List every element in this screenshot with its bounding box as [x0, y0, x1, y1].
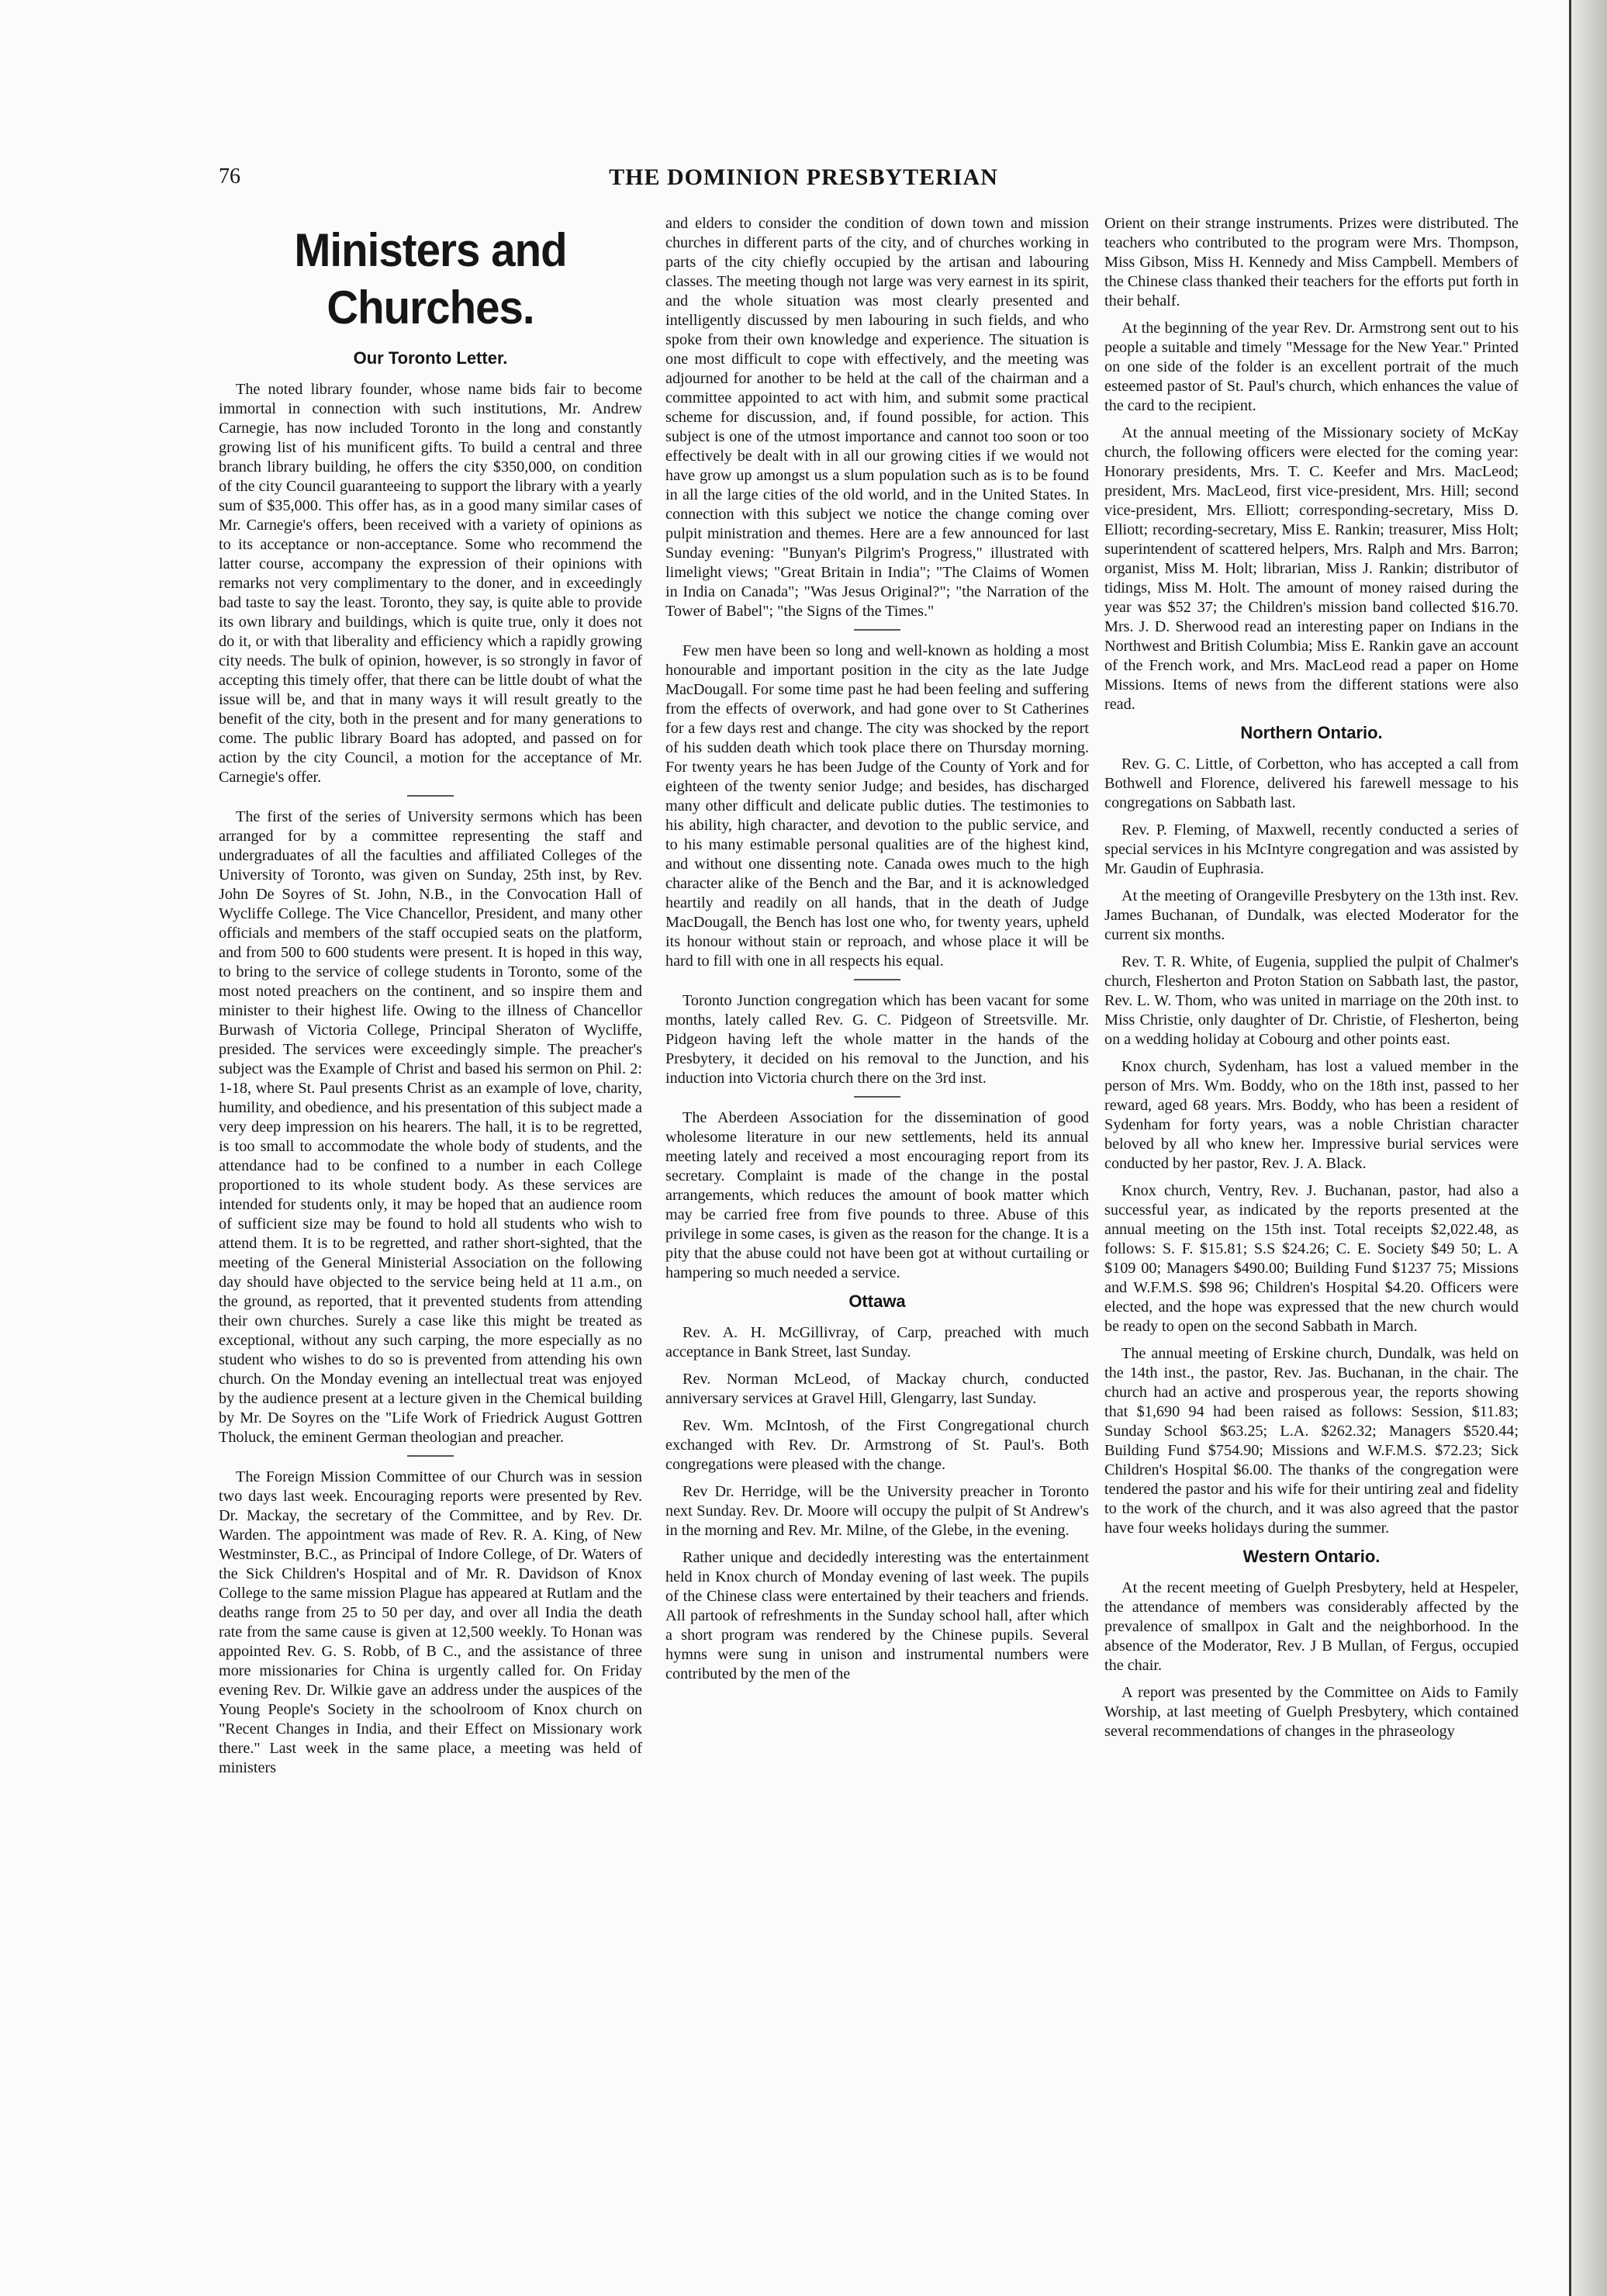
- article-paragraph: Orient on their strange instruments. Prizes were distributed. The teachers who contributed to the program were Mrs. Thompson, Miss Gibson, Miss H. Kennedy and Miss Campbell. Members of the Chinese class thanked their teachers for the efforts put forth in their behalf.: [1104, 215, 1519, 309]
- subhead-northern-ontario: Northern Ontario.: [1240, 723, 1383, 742]
- divider: [854, 979, 900, 980]
- article-paragraph: Rev Dr. Herridge, will be the University preacher in Toronto next Sunday. Rev. Dr. Moore will occupy the pulpit of St Andrew's in the morning and Rev. Mr. Milne, of the Glebe, in the evening.: [665, 1483, 1089, 1539]
- column-2: [665, 214, 1089, 2262]
- article-paragraph: Rev. P. Fleming, of Maxwell, recently conducted a series of special services in his McIntyre congregation and was assisted by Mr. Gaudin of Euphrasia.: [1104, 821, 1519, 877]
- column-1: [219, 214, 642, 2262]
- subhead-ottawa: Ottawa: [848, 1292, 906, 1311]
- article-paragraph: and elders to consider the condition of down town and mission churches in different parts of the city, and of churches working in parts of the city chiefly occupied by the artisan and labouring classes. The meeting though not large was very earnest in its spirit, and the whole situation was most clearly presented and intelligently discussed by men labouring in such fields, and who spoke from their own knowledge and experience. The situation is one most difficult to cope with effectively, and the meeting was adjourned for another to be held at the call of the chairman and a committee appointed to act with him, and submit some practical scheme for discussion, and, if found possible, for action. This subject is one of the utmost importance and cannot too soon or too effectively be dealt with in all our growing cities if we would not have grow up amongst us a slum population such as is to be found in all the large cities of the old world, and in the United States. In connection with this subject we notice the change coming over pulpit ministration and themes. Here are a few announced for last Sunday evening: "Bunyan's Pilgrim's Progress," illustrated with limelight views; "Great Britain in India"; "The Claims of Women in India on Canada"; "Was Jesus Original?"; "the Narration of the Tower of Babel"; "the Signs of the Times.": [665, 215, 1089, 620]
- subhead-western-ontario: Western Ontario.: [1242, 1547, 1381, 1566]
- article-paragraph: At the meeting of Orangeville Presbytery on the 13th inst. Rev. James Buchanan, of Dundalk, was elected Moderator for the current six months.: [1104, 887, 1519, 943]
- article-paragraph: The Foreign Mission Committee of our Church was in session two days last week. Encouraging reports were presented by Rev. Dr. Mackay, the secretary of the Committee, and by Rev. Dr. Warden. The appointment was made of Rev. R. A. King, of New Westminster, B.C., as Principal of Indore College, of Dr. Waters of the Sick Children's Hospital and of Mr. R. Davidson of Knox College to the same mission Plague has appeared at Rutlam and the deaths range from 25 to 50 per day, and over all India the death rate from the same cause is given at 12,500 weekly. To Honan was appointed Rev. G. S. Robb, of B C., and the assistance of three more missionaries for China is urgently called for. On Friday evening Rev. Dr. Wilkie gave an address under the auspices of the Young People's Society in the schoolroom of Knox church on "Recent Changes in India, and their Effect on Missionary work there." Last week in the same place, a meeting was held of ministers: [219, 1468, 642, 1776]
- article-paragraph: The first of the series of University sermons which has been arranged for by a committee representing the staff and undergraduates of all the faculties and affiliated Colleges of the University of Toronto, was given on Sunday, 25th inst, by Rev. John De Soyres of St. John, N.B., in the Convocation Hall of Wycliffe College. The Vice Chancellor, President, and many other officials and members of the staff occupied seats on the platform, and from 500 to 600 students were present. It is hoped in this way, to bring to the service of college students in Toronto, some of the most noted preachers on the continent, and so inspire them and minister to their highest life. Owing to the illness of Chancellor Burwash of Victoria College, Principal Sheraton of Wycliffe, presided. The services were exceedingly simple. The preacher's subject was the Example of Christ and based his sermon on Phil. 2: 1-18, where St. Paul presents Christ as an example of love, charity, humility, and obedience, and his presentation of this subject made a very deep impression on his hearers. The hall, it is to be regretted, is too small to accommodate the whole body of students, and the attendance had to be confined to a number in each College proportioned to its whole student body. As these services are intended for students only, it may be hoped that an audience room of sufficient size may be found to hold all students who wish to attend them. It is to be regretted, and rather short-sighted, that the meeting of the General Ministerial Association on the following day should have objected to the service being held at 11 a.m., on the ground, as reported, that it prevented students from attending their own churches. Surely a case like this might be treated as exceptional, without any such carping, the more especially as no student who wishes to do so is prevented from attending his own church. On the Monday evening an intellectual treat was enjoyed by the audience present at a lecture given in the Chemical building by Mr. De Soyres on the "Life Work of Friedrick August Gottren Tholuck, the eminent German theologian and preacher.: [219, 808, 642, 1446]
- article-paragraph: The annual meeting of Erskine church, Dundalk, was held on the 14th inst., the pastor, Rev. Jas. Buchanan, in the chair. The church had an active and prosperous year, the reports showing that $1,690 94 had been raised as follows: Session, $11.83; Sunday School $63.25; L.A. $262.32; Managers $520.44; Building Fund $754.90; Missions and W.F.M.S. $72.23; Sick Children's Hospital $6.00. The thanks of the congregation were tendered the pastor and his wife for their untiring zeal and fidelity to the work of the church, and it was also agreed that the pastor have four weeks holidays during the summer.: [1104, 1345, 1519, 1537]
- article-paragraph: Rev. A. H. McGillivray, of Carp, preached with much acceptance in Bank Street, last Sunday.: [665, 1324, 1089, 1361]
- page-edge: [1571, 0, 1607, 2296]
- article-paragraph: Rev. Wm. McIntosh, of the First Congregational church exchanged with Rev. Dr. Armstrong of St. Paul's. Both congregations were pleased with the change.: [665, 1417, 1089, 1473]
- divider: [407, 795, 454, 797]
- article-paragraph: Toronto Junction congregation which has been vacant for some months, lately called Rev. G. C. Pidgeon of Streetsville. Mr. Pidgeon having left the whole matter in the hands of the Presbytery, it decided on his removal to the Junction, and his induction into Victoria church there on the 3rd inst.: [665, 992, 1089, 1087]
- page-number: 76: [219, 164, 240, 188]
- article-paragraph: Knox church, Sydenham, has lost a valued member in the person of Mrs. Wm. Boddy, who on the 18th inst, passed to her reward, aged 68 years. Mrs. Boddy, who has been a resident of Sydenham for forty years, was a noble Christian character beloved by all who knew her. Impressive burial services were conducted by her pastor, Rev. J. A. Black.: [1104, 1058, 1519, 1172]
- subhead-toronto-letter: Our Toronto Letter.: [353, 348, 508, 368]
- article-paragraph: Rev. T. R. White, of Eugenia, supplied the pulpit of Chalmer's church, Flesherton and Proton Station on Sabbath last, the pastor, Rev. L. W. Thom, who was united in marriage on the 20th inst. to Miss Christie, only daughter of Dr. Christie, of Flesherton, being on a wedding holiday at Cobourg and other points east.: [1104, 953, 1519, 1048]
- article-paragraph: Rather unique and decidedly interesting was the entertainment held in Knox church of Monday evening of last week. The pupils of the Chinese class were entertained by their teachers and friends. All partook of refreshments in the Sunday school hall, after which a short program was rendered by the Chinese pupils. Several hymns were sung in unison and instrumental numbers were contributed by the men of the: [665, 1549, 1089, 1682]
- article-paragraph: Few men have been so long and well-known as holding a most honourable and important position in the city as the late Judge MacDougall. For some time past he had been feeling and suffering from the effects of overwork, and had gone over to St Catherines for a few days rest and change. The city was shocked by the report of his sudden death which took place there on Thursday morning. For twenty years he has been Judge of the County of York and for eighteen of the twenty senior Judge; and besides, has discharged many other difficult and delicate public duties. The testimonies to his ability, high character, and devotion to the public service, and to his many estimable personal qualities are of the highest kind, and without one dissenting note. Canada owes much to the high character alike of the Bench and the Bar, and it is acknowledged heartily and readily on all hands, that in the death of Judge MacDougall, the Bench has lost one who, for twenty years, upheld its honour without stain or reproach, and whose place it will be hard to fill with one in all respects his equal.: [665, 642, 1089, 970]
- divider: [854, 1096, 900, 1098]
- running-head: THE DOMINION PRESBYTERIAN: [609, 164, 998, 190]
- article-paragraph: The noted library founder, whose name bids fair to become immortal in connection with such institutions, Mr. Andrew Carnegie, has now included Toronto in the long and constantly growing list of his munificent gifts. To build a central and three branch library building, he offers the city $350,000, on condition of the city Council guaranteeing to support the library with a yearly sum of $35,000. This offer has, as in a good many similar cases of Mr. Carnegie's offers, been received with a variety of opinions as to its acceptance or non-acceptance. Some who recommend the latter course, accompany the expression of their opinions with remarks not very complimentary to the doner, and in exceedingly bad taste to say the least. Toronto, they say, is quite able to provide its own library and buildings, which is quite true, only it does not do it, or with that liberality and efficiency which a rapidly growing city needs. The bulk of opinion, however, is so strongly in favor of accepting this timely offer, that there can be little doubt of what the issue will be, and that in many ways it will result greatly to the benefit of the city, both in the present and for many generations to come. The public library Board has adopted, and passed on for action by the city Council, a motion for the acceptance of Mr. Carnegie's offer.: [219, 381, 642, 786]
- article-paragraph: At the recent meeting of Guelph Presbytery, held at Hespeler, the attendance of members was considerably affected by the prevalence of smallpox in Galt and the neighborhood. In the absence of the Moderator, Rev. J B Mullan, of Fergus, occupied the chair.: [1104, 1579, 1519, 1674]
- article-paragraph: Rev. Norman McLeod, of Mackay church, conducted anniversary services at Gravel Hill, Glengarry, last Sunday.: [665, 1371, 1089, 1407]
- article-paragraph: A report was presented by the Committee on Aids to Family Worship, at last meeting of Guelph Presbytery, which contained several recommendations of changes in the phraseology: [1104, 1684, 1519, 1740]
- divider: [854, 629, 900, 631]
- column-3: [1104, 214, 1519, 2262]
- article-paragraph: The Aberdeen Association for the dissemination of good wholesome literature in our new settlements, held its annual meeting lately and received a most encouraging report from its secretary. Complaint is made of the change in the postal arrangements, which reduces the amount of book matter which may be carried free from five pounds to three. Abuse of this privilege in some cases, is given as the reason for the change. It is a pity that the abuse could not have been got at without curtailing or hampering so much needed a service.: [665, 1109, 1089, 1281]
- article-paragraph: Rev. G. C. Little, of Corbetton, who has accepted a call from Bothwell and Florence, delivered his farewell message to his congregations on Sabbath last.: [1104, 756, 1519, 811]
- section-title: Ministers and Churches.: [294, 224, 567, 334]
- divider: [407, 1455, 454, 1457]
- article-paragraph: At the beginning of the year Rev. Dr. Armstrong sent out to his people a suitable and timely "Message for the New Year." Printed on one side of the folder is an excellent portrait of the much esteemed pastor of St. Paul's church, which enhances the value of the card to the recipient.: [1104, 320, 1519, 414]
- article-paragraph: Knox church, Ventry, Rev. J. Buchanan, pastor, had also a successful year, as indicated by the reports presented at the annual meeting on the 15th inst. Total receipts $2,022.48, as follows: S. F. $15.81; S.S $24.26; C. E. Society $49 50; L. A $109 00; Managers $490.00; Building Fund $1237 75; Missions and W.F.M.S. $98 96; Children's Hospital $4.20. Officers were elected, and the hope was expressed that the new church would be ready to open on the second Sabbath in March.: [1104, 1182, 1519, 1335]
- article-paragraph: At the annual meeting of the Missionary society of McKay church, the following officers were elected for the coming year: Honorary presidents, Mrs. T. C. Keefer and Mrs. MacLeod; president, Mrs. MacLeod, first vice-president, Mrs. Hill; second vice-president, Mrs. Elliott; corresponding-secretary, Miss D. Elliott; recording-secretary, Miss E. Rankin; treasurer, Miss Holt; superintendent of scattered helpers, Mrs. Ralph and Mrs. Barron; organist, Miss M. Holt; librarian, Miss J. Rankin; distributor of tidings, Miss M. Holt. The amount of money raised during the year was $52 37; the Children's mission band collected $16.70. Mrs. J. D. Sherwood read an interesting paper on Indians in the Northwest and British Columbia; Miss E. Rankin gave an account of the French work, and Mrs. MacLeod read a paper on Home Missions. Items of news from the different stations were also read.: [1104, 424, 1519, 713]
